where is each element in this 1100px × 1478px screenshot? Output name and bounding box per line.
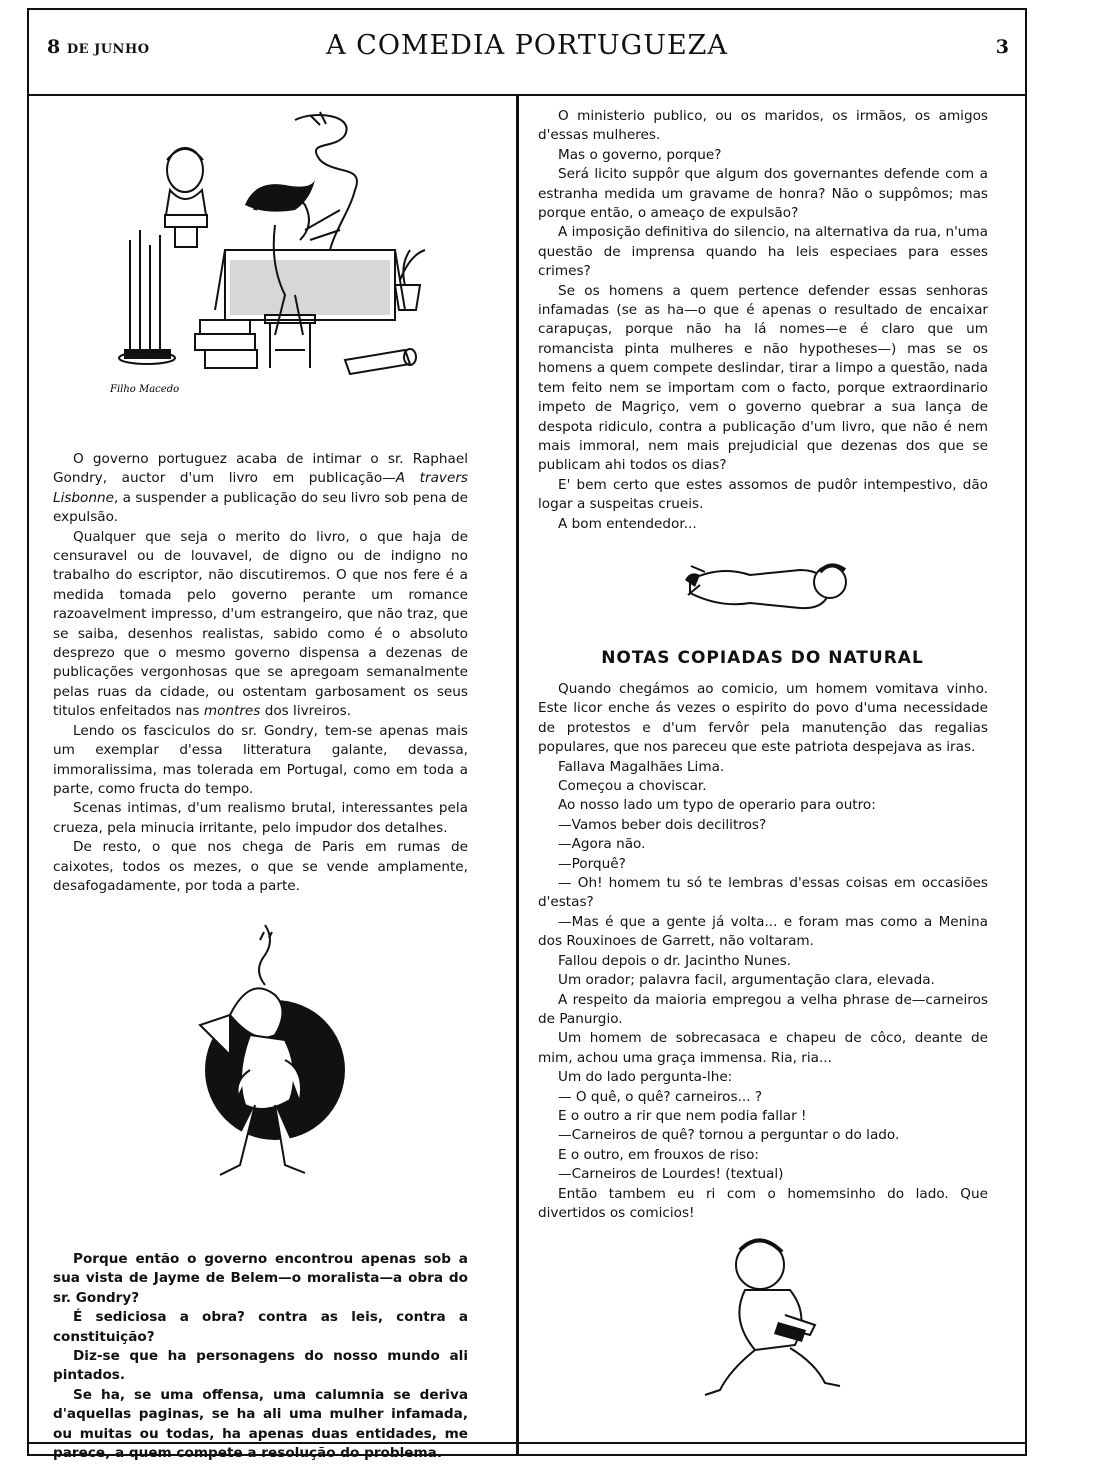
paragraph: E o outro a rir que nem podia fallar ! <box>558 1107 807 1124</box>
paragraph: Quando chegámos ao comicio, um homem vomitava vinho. Este licor enche ás vezes o espirito do povo d'uma necessidade de protestos e d'um fervôr pela manutenção das regalias populares, que nos pareceu que este patriota despejava as iras. <box>538 681 988 756</box>
page-number: 3 <box>995 36 1009 58</box>
paragraph: Se os homens a quem pertence defender essas senhoras infamadas (se as ha—o que é apenas o resultado de encaixar carapuças, porque não ha lá nomes—e é claro que um romancista pinta mulheres e não hypotheses—) mas se os homens a quem compete deslindar, tirar a limpo a questão, nada tem feito nem se importam com o facto, porque extraordinario impeto de Magriço, vem o governo quebrar a sua lança de despota ridiculo, contra a publicação d'um livro, que não é nem mais immoral, nem mais prejudicial que dezenas dos que se publicam ahi todos os dias? <box>538 282 988 474</box>
paragraph: Fallava Magalhães Lima. <box>558 758 725 775</box>
paragraph: —Agora não. <box>558 836 646 853</box>
paragraph: A respeito da maioria empregou a velha phrase de—carneiros de Panurgio. <box>538 991 988 1027</box>
paragraph: Começou a choviscar. <box>558 778 707 795</box>
paragraph: Lendo os fasciculos do sr. Gondry, tem-se apenas mais um exemplar d'essa litteratura galante, devassa, immoralissima, mas tolerada em Portugal, como em toda a parte, como fructa do tempo. <box>53 722 468 797</box>
paragraph: Mas o governo, porque? <box>558 146 722 163</box>
paragraph: A bom entendedor... <box>558 515 697 532</box>
paragraph: Será licito suppôr que algum dos governantes defende com a estranha medida um gravame de honra? Não o suppômos; mas porque então, o ameaço de expulsão? <box>538 166 988 222</box>
artist-at-desk-illustration <box>105 110 445 400</box>
section-title: NOTAS COPIADAS DO NATURAL <box>601 648 924 668</box>
paragraph: Se ha, se uma offensa, uma calumnia se deriva d'aquellas paginas, se ha ali uma mulher infamada, ou muitas ou todas, ha apenas duas entidades, me parece, a quem compete a resolução do problema. <box>53 1386 468 1462</box>
paragraph: Um do lado pergunta-lhe: <box>558 1069 733 1086</box>
paragraph: Fallou depois o dr. Jacintho Nunes. <box>558 952 792 969</box>
paragraph: E' bem certo que estes assomos de pudôr intempestivo, dão logar a suspeitas crueis. <box>538 476 988 513</box>
boy-laughing-illustration <box>700 1230 870 1410</box>
paragraph: Scenas intimas, d'um realismo brutal, interessantes pela crueza, pela minucia irritante, pelo impudor dos detalhes. <box>53 800 468 836</box>
paragraph: Porque então o governo encontrou apenas sob a sua vista de Jayme de Belem—o moralista—a obra do sr. Gondry? <box>53 1251 468 1306</box>
paragraph: —Vamos beber dois decilitros? <box>558 816 767 833</box>
right-article-continuation <box>538 107 988 534</box>
hooded-figure-on-black-disc-illustration <box>180 920 350 1200</box>
book-title: A travers Lisbonne <box>53 470 468 506</box>
paragraph: Ao nosso lado um typo de operario para outro: <box>558 797 876 814</box>
masthead <box>29 10 1025 96</box>
paragraph: Qualquer que seja o merito do livro, o que haja de censuravel ou de louvavel, de digno ou de indigno no trabalho do escriptor, não discutiremos. O que nos fere é a medida tomada pelo governo perante um romance razoavelment impresso, d'um estrangeiro, que não traz, que se saiba, desenhos realistas, sabido como é o absoluto desprezo que o mesmo governo dispensa a dezenas de publicações vergonhosas que se apregoam semanalmente pelas ruas da cidade, ou ostentam garbosament os seus titulos enfeitados nas montres dos livreiros. <box>53 528 468 720</box>
paragraph: —Mas é que a gente já volta... e foram mas como a Menina dos Rouxinoes de Garrett, não voltaram. <box>538 913 988 950</box>
date-day: 8 <box>47 36 61 58</box>
paragraph: É sediciosa a obra? contra as leis, contra a constituição? <box>53 1309 468 1345</box>
lying-figure-illustration <box>670 540 870 620</box>
left-article-part-2 <box>53 1250 468 1463</box>
date-month: DE JUNHO <box>66 42 150 57</box>
paragraph: Um homem de sobrecasaca e chapeu de côco, deante de mim, achou uma graça immensa. Ria, ria... <box>538 1030 988 1066</box>
notas-article <box>538 680 988 1223</box>
paragraph: Então tambem eu ri com o homemsinho do lado. Que divertidos os comicios! <box>538 1185 988 1221</box>
paragraph: Um orador; palavra facil, argumentação clara, elevada. <box>558 972 935 989</box>
emphasis: montres <box>203 703 261 720</box>
paragraph: Diz-se que ha personagens do nosso mundo ali pintados. <box>53 1348 468 1384</box>
column-divider <box>516 94 519 1456</box>
paragraph: A imposição definitiva do silencio, na alternativa da rua, n'uma questão de imprensa quando ha leis especiaes para esses crimes? <box>538 224 988 280</box>
paragraph: O governo portuguez acaba de intimar o sr. Raphael Gondry, auctor d'um livro em publicação—A travers Lisbonne, a suspender a publicação do seu livro sob pena de expulsão. <box>53 451 468 526</box>
paragraph: E o outro, em frouxos de riso: <box>558 1146 759 1163</box>
paragraph: De resto, o que nos chega de Paris em rumas de caixotes, todos os mezes, o que se vende amplamente, desafogadamente, por toda a parte. <box>53 839 468 894</box>
paragraph: — O quê, o quê? carneiros... ? <box>558 1088 763 1105</box>
paragraph: O ministerio publico, ou os maridos, os irmãos, os amigos d'essas mulheres. <box>538 108 988 144</box>
newspaper-title: A COMEDIA PORTUGUEZA <box>326 30 728 61</box>
paragraph: —Porquê? <box>558 855 626 872</box>
left-article-part-1 <box>53 450 468 896</box>
paragraph: —Carneiros de Lourdes! (textual) <box>558 1166 784 1183</box>
paragraph: —Carneiros de quê? tornou a perguntar o do lado. <box>558 1127 900 1144</box>
illustration-signature: Filho Macedo <box>110 384 180 395</box>
paragraph: — Oh! homem tu só te lembras d'essas coisas em occasiões d'estas? <box>538 875 988 911</box>
